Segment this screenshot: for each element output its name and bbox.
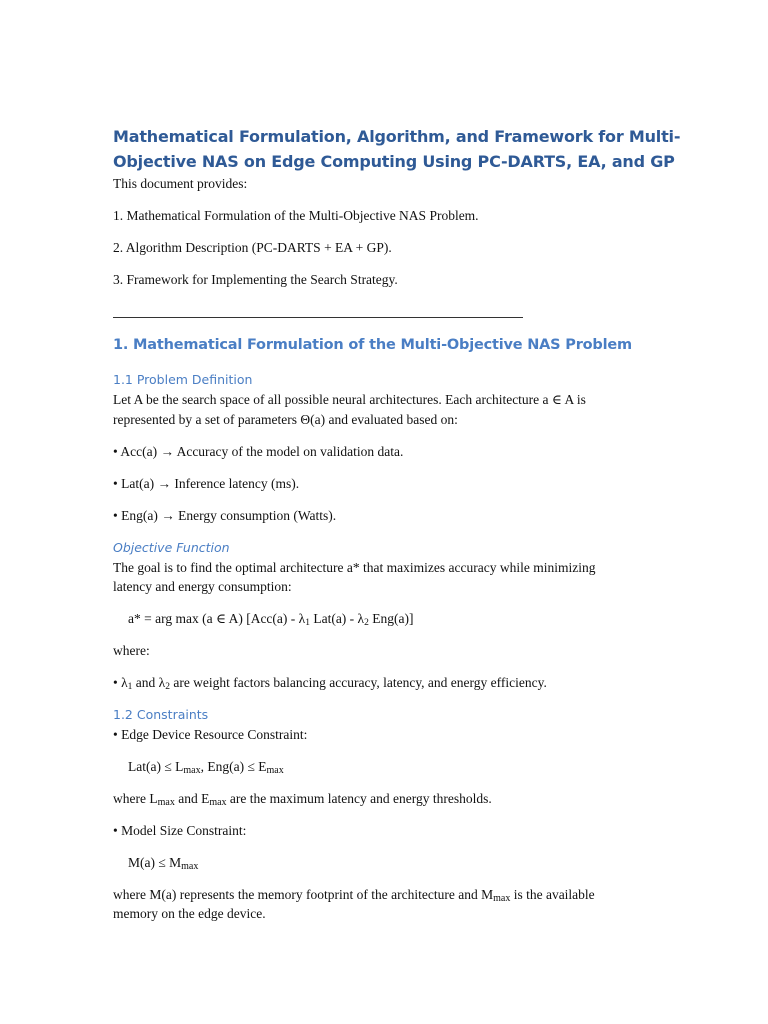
bullet-accuracy: • Acc(a) → Accuracy of the model on validation data. <box>113 444 404 459</box>
bullet-model-size: • Model Size Constraint: <box>113 823 247 838</box>
intro-item-3: 3. Framework for Implementing the Search Strategy. <box>113 272 398 287</box>
bullet-energy: • Eng(a) → Energy consumption (Watts). <box>113 508 337 523</box>
document-title-line-1: Mathematical Formulation, Algorithm, and Framework for Multi- <box>113 127 681 146</box>
constraint-latency-energy: $Lat(a) \le L_{max}$, $Eng(a) \le E_{max}$ <box>128 759 284 776</box>
objective-equation: a* = arg max (a ∈ A) [$Acc(a) - \lambda_1$ $Lat(a) - \lambda_2$ Eng(a)] <box>128 611 414 628</box>
objective-function-heading: Objective Function <box>113 540 230 555</box>
goal-line-2: latency and energy consumption: <box>113 579 292 594</box>
bullet-latency: • Lat(a) → Inference latency (ms). <box>113 476 300 491</box>
where-label: where: <box>113 643 150 658</box>
goal-line-1: The goal is to find the optimal architecture a* that maximizes accuracy while minimizing <box>113 560 596 575</box>
definition-line-2: represented by a set of parameters Θ(a) and evaluated based on: <box>113 412 458 427</box>
definition-line-1: Let A be the search space of all possible neural architectures. Each architecture a ∈ A is <box>113 392 586 407</box>
lambda-note: • $\lambda_1$ and $\lambda_2$ are weight factors balancing accuracy, latency, and energy efficiency. <box>113 675 547 692</box>
intro-text: This document provides: <box>113 176 248 191</box>
horizontal-divider <box>113 317 523 318</box>
section-1-heading: 1. Mathematical Formulation of the Multi-Objective NAS Problem <box>113 337 632 353</box>
thresholds-text: where $L_{max}$ and $E_{max}$ are the maximum latency and energy thresholds. <box>113 791 492 808</box>
subsection-1-1-heading: 1.1 Problem Definition <box>113 372 253 387</box>
document-title-line-2: Objective NAS on Edge Computing Using PC-DARTS, EA, and GP <box>113 152 675 171</box>
subsection-1-2-heading: 1.2 Constraints <box>113 707 209 722</box>
constraint-model-size: $M(a) \le M_{max}$ <box>128 855 199 872</box>
memory-line-2: memory on the edge device. <box>113 906 266 921</box>
bullet-edge-constraint: • Edge Device Resource Constraint: <box>113 727 308 742</box>
memory-line-1: where M(a) represents the memory footprint of the architecture and $M_{max}$ is the available <box>113 887 595 904</box>
intro-item-2: 2. Algorithm Description (PC-DARTS + EA + GP). <box>113 240 392 255</box>
intro-item-1: 1. Mathematical Formulation of the Multi-Objective NAS Problem. <box>113 208 479 223</box>
